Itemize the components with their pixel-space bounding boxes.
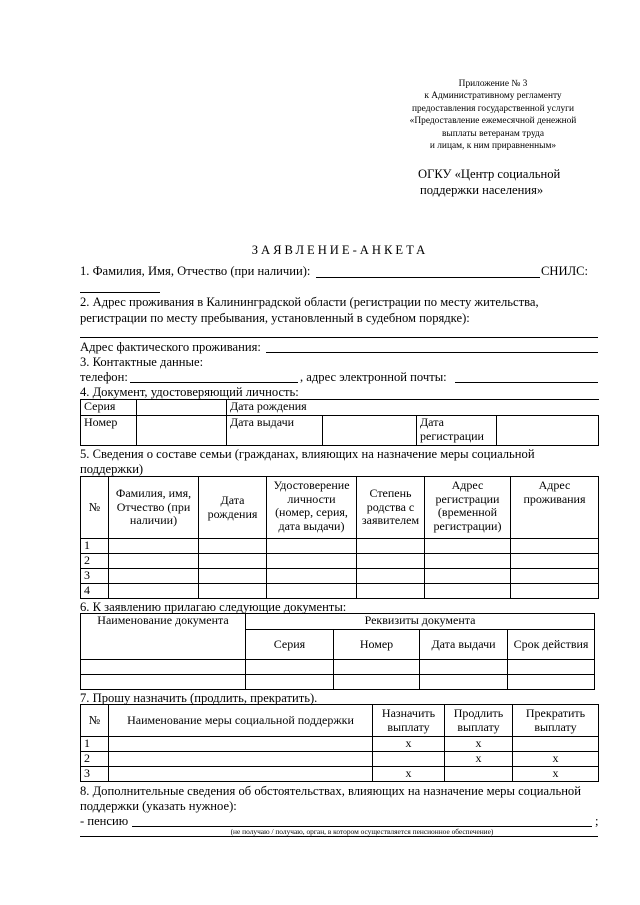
snils-field[interactable] (80, 292, 160, 293)
appendix-block (380, 78, 606, 152)
number-label: Номер (81, 416, 137, 446)
pension-hint: (не получаю / получаю, орган, в котором осуществляется пенсионное обеспечение) (230, 827, 494, 836)
family-cell[interactable] (267, 554, 357, 569)
form-title: ЗАЯВЛЕНИЕ-АНКЕТА (251, 243, 429, 257)
appendix-line: предоставления государственной услуги (411, 103, 575, 114)
family-header-num: № (81, 477, 109, 539)
issue-date-label: Дата выдачи (227, 416, 323, 446)
recipient-line: поддержки населения» (420, 183, 544, 197)
appendix-line: к Административному регламенту (424, 91, 562, 102)
doc-cell[interactable] (508, 675, 595, 690)
recipient-block (418, 166, 618, 198)
family-header-relation: Степень родства с заявителем (357, 477, 425, 539)
family-cell[interactable] (511, 569, 599, 584)
measures-header-stop: Прекратить выплату (513, 705, 599, 737)
stop-mark[interactable]: x (513, 767, 599, 782)
family-cell[interactable] (199, 569, 267, 584)
family-cell[interactable] (425, 569, 511, 584)
request-label: 7. Прошу назначить (продлить, прекратить). (80, 691, 318, 705)
doc-series-header: Серия (246, 630, 334, 660)
requisites-header: Реквизиты документа (246, 614, 595, 630)
address-label-line1: 2. Адрес проживания в Калининградской области (регистрации по месту жительства, (80, 295, 539, 309)
measures-header-assign: Назначить выплату (373, 705, 445, 737)
family-cell[interactable] (357, 554, 425, 569)
doc-cell[interactable] (420, 675, 508, 690)
doc-cell[interactable] (334, 675, 420, 690)
snils-label: СНИЛС: (541, 264, 589, 278)
extend-mark[interactable]: x (445, 737, 513, 752)
bottom-rule (80, 836, 598, 837)
family-cell[interactable] (357, 539, 425, 554)
doc-name-header: Наименование документа (81, 614, 246, 660)
actual-address-field[interactable] (266, 352, 598, 353)
family-cell[interactable] (511, 539, 599, 554)
measure-name-cell[interactable] (109, 737, 373, 752)
additional-info-line1: 8. Дополнительные сведения об обстоятельствах, влияющих на назначение меры социальной (80, 784, 581, 798)
measures-header-extend: Продлить выплату (445, 705, 513, 737)
number-cell[interactable] (137, 416, 227, 446)
doc-cell[interactable] (334, 660, 420, 675)
recipient-line: ОГКУ «Центр социальной (418, 167, 561, 181)
appendix-line: выплаты ветеранам труда (442, 128, 544, 139)
measures-header-num: № (81, 705, 109, 737)
appendix-line: «Предоставление ежемесячной денежной (409, 116, 577, 127)
email-label: , адрес электронной почты: (300, 370, 447, 384)
family-cell[interactable] (199, 554, 267, 569)
doc-validity-header: Срок действия (508, 630, 595, 660)
email-field[interactable] (455, 382, 598, 383)
doc-cell[interactable] (508, 660, 595, 675)
fio-label: 1. Фамилия, Имя, Отчество (при наличии): (80, 264, 311, 278)
stop-mark[interactable] (513, 737, 599, 752)
registration-date-cell[interactable] (497, 416, 599, 446)
family-header-id: Удостоверение личности (номер, серия, дата выдачи) (267, 477, 357, 539)
family-cell[interactable] (267, 539, 357, 554)
family-row-num: 1 (81, 539, 109, 554)
pension-label: - пенсию (80, 814, 129, 828)
family-cell[interactable] (511, 554, 599, 569)
measures-header-name: Наименование меры социальной поддержки (109, 705, 373, 737)
family-cell[interactable] (267, 569, 357, 584)
address-label-line2: регистрации по месту пребывания, установленный в судебном порядке): (80, 311, 470, 325)
series-cell[interactable] (137, 400, 227, 416)
appendix-line: Приложение № 3 (458, 79, 528, 89)
phone-field[interactable] (130, 382, 298, 383)
contacts-label: 3. Контактные данные: (80, 355, 204, 369)
family-row-num: 4 (81, 584, 109, 599)
family-cell[interactable] (109, 584, 199, 599)
family-cell[interactable] (357, 584, 425, 599)
pension-end: ; (595, 814, 599, 828)
measures-row-num: 2 (81, 752, 109, 767)
family-cell[interactable] (511, 584, 599, 599)
doc-cell[interactable] (81, 660, 246, 675)
family-table (80, 476, 599, 599)
registration-date-label: Дата регистрации (417, 416, 497, 446)
issue-date-cell[interactable] (323, 416, 417, 446)
family-row-num: 2 (81, 554, 109, 569)
actual-address-label: Адрес фактического проживания: (80, 340, 261, 354)
family-cell[interactable] (425, 539, 511, 554)
extend-mark[interactable]: x (445, 752, 513, 767)
stop-mark[interactable]: x (513, 752, 599, 767)
measures-table (80, 704, 599, 782)
doc-cell[interactable] (81, 675, 246, 690)
fio-field[interactable] (316, 277, 540, 278)
id-document-table (80, 399, 599, 446)
doc-cell[interactable] (246, 660, 334, 675)
family-header-reg-address: Адрес регистрации (временной регистрации) (425, 477, 511, 539)
family-cell[interactable] (425, 584, 511, 599)
assign-mark[interactable] (373, 752, 445, 767)
birth-date-label: Дата рождения (227, 400, 599, 416)
doc-cell[interactable] (246, 675, 334, 690)
family-label-line1: 5. Сведения о составе семьи (гражданах, влияющих на назначение меры социальной (80, 447, 535, 461)
family-cell[interactable] (199, 584, 267, 599)
doc-issue-date-header: Дата выдачи (420, 630, 508, 660)
family-header-address: Адрес проживания (511, 477, 599, 539)
doc-number-header: Номер (334, 630, 420, 660)
doc-cell[interactable] (420, 660, 508, 675)
family-header-name: Фамилия, имя, Отчество (при наличии) (109, 477, 199, 539)
assign-mark[interactable]: x (373, 767, 445, 782)
attached-docs-table (80, 613, 595, 690)
id-document-label: 4. Документ, удостоверяющий личность: (80, 385, 299, 399)
measure-name-cell[interactable] (109, 752, 373, 767)
measures-row-num: 1 (81, 737, 109, 752)
registration-address-field[interactable] (80, 337, 598, 338)
family-cell[interactable] (109, 539, 199, 554)
family-header-birth: Дата рождения (199, 477, 267, 539)
family-label-line2: поддержки) (80, 462, 144, 476)
measures-row-num: 3 (81, 767, 109, 782)
family-cell[interactable] (425, 554, 511, 569)
attached-docs-label: 6. К заявлению прилагаю следующие документы: (80, 600, 347, 614)
additional-info-line2: поддержки (указать нужное): (80, 799, 237, 813)
family-cell[interactable] (109, 569, 199, 584)
series-label: Серия (81, 400, 137, 416)
appendix-line: и лицам, к ним приравненным» (429, 141, 557, 152)
assign-mark[interactable]: x (373, 737, 445, 752)
family-cell[interactable] (357, 569, 425, 584)
family-cell[interactable] (199, 539, 267, 554)
measure-name-cell[interactable] (109, 767, 373, 782)
family-cell[interactable] (267, 584, 357, 599)
family-row-num: 3 (81, 569, 109, 584)
family-cell[interactable] (109, 554, 199, 569)
extend-mark[interactable] (445, 767, 513, 782)
phone-label: телефон: (80, 370, 128, 384)
